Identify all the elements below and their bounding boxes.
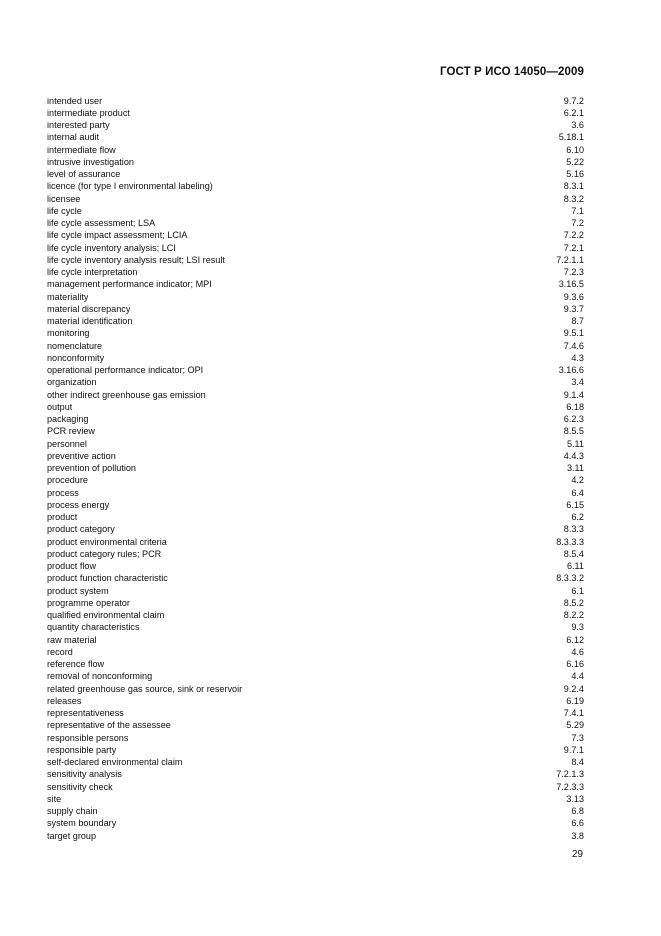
index-term: product [47, 512, 78, 522]
index-entry [47, 719, 584, 731]
index-term: life cycle assessment; LSA [47, 218, 156, 228]
index-entry [47, 278, 584, 290]
index-entry [47, 621, 584, 633]
index-entry [47, 462, 584, 474]
index-entry [47, 217, 584, 229]
index-term: life cycle [47, 205, 82, 216]
index-section-ref: 7.2.1.3 [556, 769, 584, 780]
index-term: material identification [47, 316, 133, 326]
index-term: personnel [47, 438, 87, 449]
index-section-ref: 6.2.3 [563, 414, 584, 424]
index-term: representativeness [47, 708, 124, 718]
index-term: responsible persons [47, 732, 129, 743]
index-entry [47, 756, 584, 768]
index-entry [47, 609, 584, 621]
index-section-ref: 4.4 [571, 671, 584, 682]
index-entry [47, 193, 584, 205]
index-section-ref: 9.1.4 [563, 389, 584, 400]
index-section-ref: 3.16.6 [558, 365, 584, 375]
page-number: 29 [571, 849, 583, 860]
index-section-ref: 6.10 [566, 144, 584, 155]
index-entry [47, 830, 584, 842]
index-entry [47, 364, 584, 376]
index-entry [47, 327, 584, 339]
index-section-ref: 9.7.2 [563, 95, 584, 106]
index-section-ref: 3.13 [566, 793, 584, 804]
index-section-ref: 7.2.1.1 [556, 254, 584, 265]
index-term: PCR review [47, 426, 96, 437]
index-term: sensitivity check [47, 781, 113, 792]
index-entry [47, 119, 584, 131]
index-entry [47, 205, 584, 217]
index-entry [47, 156, 584, 168]
index-entry [47, 413, 584, 425]
index-entry [47, 634, 584, 646]
index-section-ref: 4.6 [571, 646, 584, 657]
index-term: sensitivity analysis [47, 769, 122, 780]
index-term: reference flow [47, 659, 105, 669]
index-section-ref: 9.3 [571, 622, 584, 633]
index-term: level of assurance [47, 169, 121, 179]
index-section-ref: 6.11 [566, 561, 584, 571]
index-term: product category rules; PCR [47, 548, 162, 559]
index-section-ref: 9.5.1 [563, 328, 584, 339]
index-term: nonconformity [47, 352, 105, 363]
index-section-ref: 4.2 [571, 475, 584, 486]
index-entry [47, 744, 584, 756]
index-section-ref: 8.3.3.3 [556, 536, 584, 547]
index-entry [47, 254, 584, 266]
index-entry [47, 144, 584, 156]
index-term: qualified environmental claim [47, 610, 165, 620]
index-section-ref: 6.16 [566, 659, 584, 669]
index-entry [47, 315, 584, 327]
index-term: related greenhouse gas source, sink or reservoir [47, 683, 243, 694]
index-entry [47, 438, 584, 450]
index-term: supply chain [47, 806, 98, 816]
index-section-ref: 8.3.3.2 [556, 573, 584, 584]
index-term: material discrepancy [47, 303, 131, 314]
index-section-ref: 3.16.5 [558, 279, 584, 290]
index-section-ref: 8.3.2 [563, 193, 584, 204]
index-entry [47, 180, 584, 192]
index-entry [47, 303, 584, 315]
index-entry [47, 768, 584, 780]
index-section-ref: 4.3 [571, 352, 584, 363]
index-section-ref: 5.22 [566, 156, 584, 167]
index-entry [47, 168, 584, 180]
index-term: interested party [47, 120, 110, 130]
index-entry [47, 352, 584, 364]
index-entry [47, 548, 584, 560]
index-term: intended user [47, 95, 103, 106]
index-term: raw material [47, 634, 97, 645]
index-term: process [47, 487, 79, 498]
index-term: quantity characteristics [47, 622, 140, 633]
index-entry [47, 229, 584, 241]
index-term: representative of the assessee [47, 720, 171, 731]
index-section-ref: 3.8 [571, 830, 584, 841]
index-entry [47, 585, 584, 597]
index-section-ref: 8.5.2 [563, 597, 584, 608]
index-term: preventive action [47, 450, 116, 461]
index-section-ref: 3.6 [571, 120, 584, 130]
index-entry [47, 376, 584, 388]
index-term: licence (for type I environmental labeling) [47, 181, 213, 192]
index-section-ref: 9.2.4 [563, 683, 584, 694]
index-term: target group [47, 830, 97, 841]
index-term: product function characteristic [47, 573, 168, 584]
index-entry [47, 560, 584, 572]
index-section-ref: 3.11 [566, 463, 584, 473]
index-entry [47, 572, 584, 584]
index-entry [47, 695, 584, 707]
index-entry [47, 536, 584, 548]
index-entry [47, 670, 584, 682]
index-term: life cycle impact assessment; LCIA [47, 230, 188, 241]
index-term: product environmental criteria [47, 536, 167, 547]
index-term: operational performance indicator; OPI [47, 365, 204, 375]
index-entry [47, 389, 584, 401]
index-entry [47, 732, 584, 744]
index-section-ref: 5.29 [566, 720, 584, 731]
index-entry [47, 683, 584, 695]
index-term: other indirect greenhouse gas emission [47, 389, 206, 400]
index-term: monitoring [47, 328, 90, 339]
index-entry [47, 401, 584, 413]
index-section-ref: 6.15 [566, 499, 584, 510]
index-entry [47, 817, 584, 829]
index-entry [47, 95, 584, 107]
index-entry [47, 499, 584, 511]
index-entry [47, 450, 584, 462]
index-section-ref: 5.11 [566, 438, 584, 449]
index-section-ref: 6.19 [566, 695, 584, 706]
index-section-ref: 6.12 [566, 634, 584, 645]
index-term: licensee [47, 193, 81, 204]
index-entry [47, 474, 584, 486]
index-term: life cycle interpretation [47, 267, 138, 277]
index-term: life cycle inventory analysis result; LSI result [47, 254, 225, 265]
index-section-ref: 9.3.7 [563, 303, 584, 314]
index-section-ref: 7.4.6 [563, 340, 584, 351]
index-term: procedure [47, 475, 88, 486]
index-entry [47, 523, 584, 535]
index-term: materiality [47, 291, 89, 302]
index-entry [47, 340, 584, 352]
index-term: intermediate product [47, 107, 130, 118]
index-section-ref: 9.3.6 [563, 291, 584, 302]
index-section-ref: 7.4.1 [563, 708, 584, 718]
index-entry [47, 646, 584, 658]
index-term: product system [47, 585, 109, 596]
index-entry [47, 658, 584, 670]
index-section-ref: 8.7 [571, 316, 584, 326]
index-section-ref: 7.2.3.3 [556, 781, 584, 792]
index-term: responsible party [47, 744, 117, 755]
index-section-ref: 7.1 [571, 205, 584, 216]
index-term: site [47, 793, 62, 804]
index-entry [47, 511, 584, 523]
index-term: programme operator [47, 597, 130, 608]
index-section-ref: 8.2.2 [563, 610, 584, 620]
index-section-ref: 8.5.5 [563, 426, 584, 437]
index-term: management performance indicator; MPI [47, 279, 212, 290]
index-entry [47, 291, 584, 303]
index-section-ref: 7.2.3 [563, 267, 584, 277]
index-term: system boundary [47, 818, 117, 829]
index-entry [47, 597, 584, 609]
index-term: internal audit [47, 132, 100, 143]
index-term: removal of nonconforming [47, 671, 153, 682]
index-entry [47, 131, 584, 143]
index-section-ref: 6.4 [571, 487, 584, 498]
index-section-ref: 6.2.1 [563, 107, 584, 118]
index-term: output [47, 401, 73, 412]
index-section-ref: 7.2.2 [563, 230, 584, 241]
index-section-ref: 8.3.1 [563, 181, 584, 192]
index-term: prevention of pollution [47, 463, 136, 473]
index-entry [47, 793, 584, 805]
index-section-ref: 6.2 [571, 512, 584, 522]
index-section-ref: 4.4.3 [563, 450, 584, 461]
index-term: nomenclature [47, 340, 103, 351]
index-section-ref: 3.4 [571, 377, 584, 388]
index-term: intrusive investigation [47, 156, 134, 167]
index-entry [47, 487, 584, 499]
index-term: product flow [47, 561, 97, 571]
index-term: process energy [47, 499, 110, 510]
index-section-ref: 6.8 [571, 806, 584, 816]
index-term: product category [47, 524, 115, 535]
term-index-list [47, 95, 584, 842]
index-section-ref: 7.2.1 [563, 242, 584, 253]
index-term: organization [47, 377, 97, 388]
index-section-ref: 9.7.1 [563, 744, 584, 755]
index-section-ref: 5.18.1 [558, 132, 584, 143]
index-section-ref: 6.18 [566, 401, 584, 412]
index-section-ref: 7.2 [571, 218, 584, 228]
index-entry [47, 242, 584, 254]
index-entry [47, 805, 584, 817]
index-term: self-declared environmental claim [47, 757, 183, 767]
index-entry [47, 107, 584, 119]
index-term: intermediate flow [47, 144, 116, 155]
document-header: ГОСТ Р ИСО 14050—2009 [439, 66, 584, 78]
index-term: packaging [47, 414, 89, 424]
index-section-ref: 7.3 [571, 732, 584, 743]
index-section-ref: 6.1 [571, 585, 584, 596]
index-entry [47, 707, 584, 719]
index-section-ref: 6.6 [571, 818, 584, 829]
index-section-ref: 8.4 [571, 757, 584, 767]
index-term: releases [47, 695, 82, 706]
index-section-ref: 8.5.4 [563, 548, 584, 559]
index-section-ref: 5.16 [566, 169, 584, 179]
index-entry [47, 425, 584, 437]
index-entry [47, 266, 584, 278]
index-term: record [47, 646, 73, 657]
index-entry [47, 781, 584, 793]
index-term: life cycle inventory analysis; LCI [47, 242, 176, 253]
index-section-ref: 8.3.3 [563, 524, 584, 535]
